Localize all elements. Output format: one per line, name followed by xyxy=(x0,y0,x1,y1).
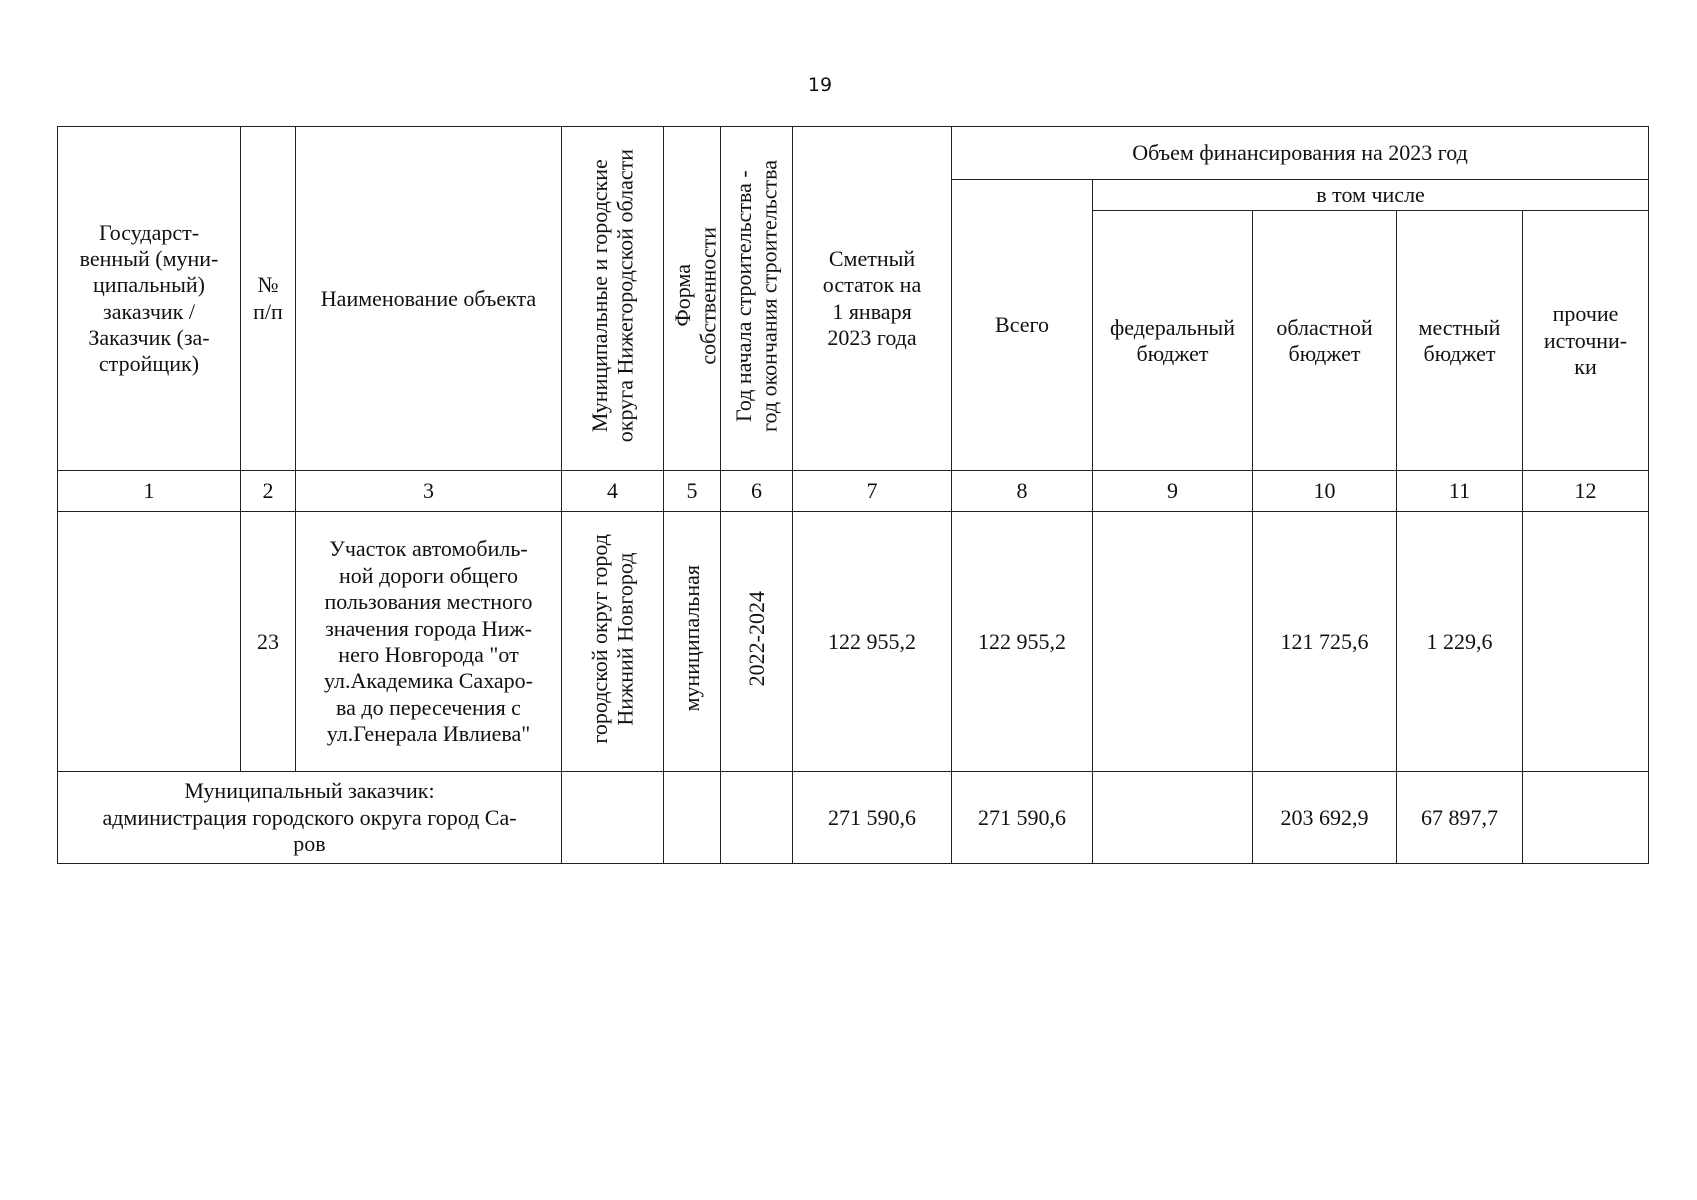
total-other xyxy=(1523,772,1649,864)
row-district xyxy=(562,512,664,772)
column-number: 11 xyxy=(1397,471,1523,512)
header-including: в том числе xyxy=(1093,180,1649,211)
row-years-text: 2022-2024 xyxy=(743,591,769,687)
row-local: 1 229,6 xyxy=(1397,512,1523,772)
header-customer: Государст- венный (муни- ципальный) заказчик / Заказчик (за- стройщик) xyxy=(58,127,241,471)
row-number: 23 xyxy=(241,512,296,772)
header-total: Всего xyxy=(952,180,1093,471)
column-numbers-row xyxy=(58,471,1649,512)
column-number: 2 xyxy=(241,471,296,512)
row-district-text: городской округ город Нижний Новгород xyxy=(587,533,638,744)
header-financing: Объем финансирования на 2023 год xyxy=(952,127,1649,180)
table-row xyxy=(58,512,1649,772)
header-row-top xyxy=(58,127,1649,180)
column-number: 3 xyxy=(296,471,562,512)
row-customer xyxy=(58,512,241,772)
total-total: 271 590,6 xyxy=(952,772,1093,864)
header-federal: федеральный бюджет xyxy=(1093,211,1253,471)
column-number: 1 xyxy=(58,471,241,512)
header-district-text: Муниципальные и городские округа Нижегородской области xyxy=(587,148,638,443)
total-district xyxy=(562,772,664,864)
header-years-text: Год начала строительства - год окончания строительства xyxy=(731,159,782,432)
page-number: 19 xyxy=(807,74,833,96)
total-ownership xyxy=(664,772,721,864)
construction-financing-table xyxy=(57,126,1649,864)
column-number: 9 xyxy=(1093,471,1253,512)
header-estimate: Сметный остаток на 1 января 2023 года xyxy=(793,127,952,471)
row-other xyxy=(1523,512,1649,772)
header-object-name: Наименование объекта xyxy=(296,127,562,471)
total-customer-label: Муниципальный заказчик: администрация городского округа город Са- ров xyxy=(58,772,562,864)
total-years xyxy=(721,772,793,864)
total-local: 67 897,7 xyxy=(1397,772,1523,864)
row-total: 122 955,2 xyxy=(952,512,1093,772)
header-number: № п/п xyxy=(241,127,296,471)
column-number: 12 xyxy=(1523,471,1649,512)
column-number: 6 xyxy=(721,471,793,512)
row-years xyxy=(721,512,793,772)
total-regional: 203 692,9 xyxy=(1253,772,1397,864)
row-ownership-text: муниципальная xyxy=(679,565,705,712)
row-estimate: 122 955,2 xyxy=(793,512,952,772)
header-district xyxy=(562,127,664,471)
column-number: 4 xyxy=(562,471,664,512)
column-number: 5 xyxy=(664,471,721,512)
row-object-name: Участок автомобиль- ной дороги общего пользования местного значения города Ниж- него Новгорода "от ул.Академика Сахаро- ва до пересечения с ул.Генерала Ивлиева" xyxy=(296,512,562,772)
header-ownership-text: Форма собственности xyxy=(670,226,721,365)
header-regional: областной бюджет xyxy=(1253,211,1397,471)
column-number: 10 xyxy=(1253,471,1397,512)
total-estimate: 271 590,6 xyxy=(793,772,952,864)
total-row xyxy=(58,772,1649,864)
row-regional: 121 725,6 xyxy=(1253,512,1397,772)
row-ownership xyxy=(664,512,721,772)
header-ownership xyxy=(664,127,721,471)
total-federal xyxy=(1093,772,1253,864)
header-other: прочие источни- ки xyxy=(1523,211,1649,471)
header-years xyxy=(721,127,793,471)
header-local: местный бюджет xyxy=(1397,211,1523,471)
row-federal xyxy=(1093,512,1253,772)
column-number: 7 xyxy=(793,471,952,512)
column-number: 8 xyxy=(952,471,1093,512)
